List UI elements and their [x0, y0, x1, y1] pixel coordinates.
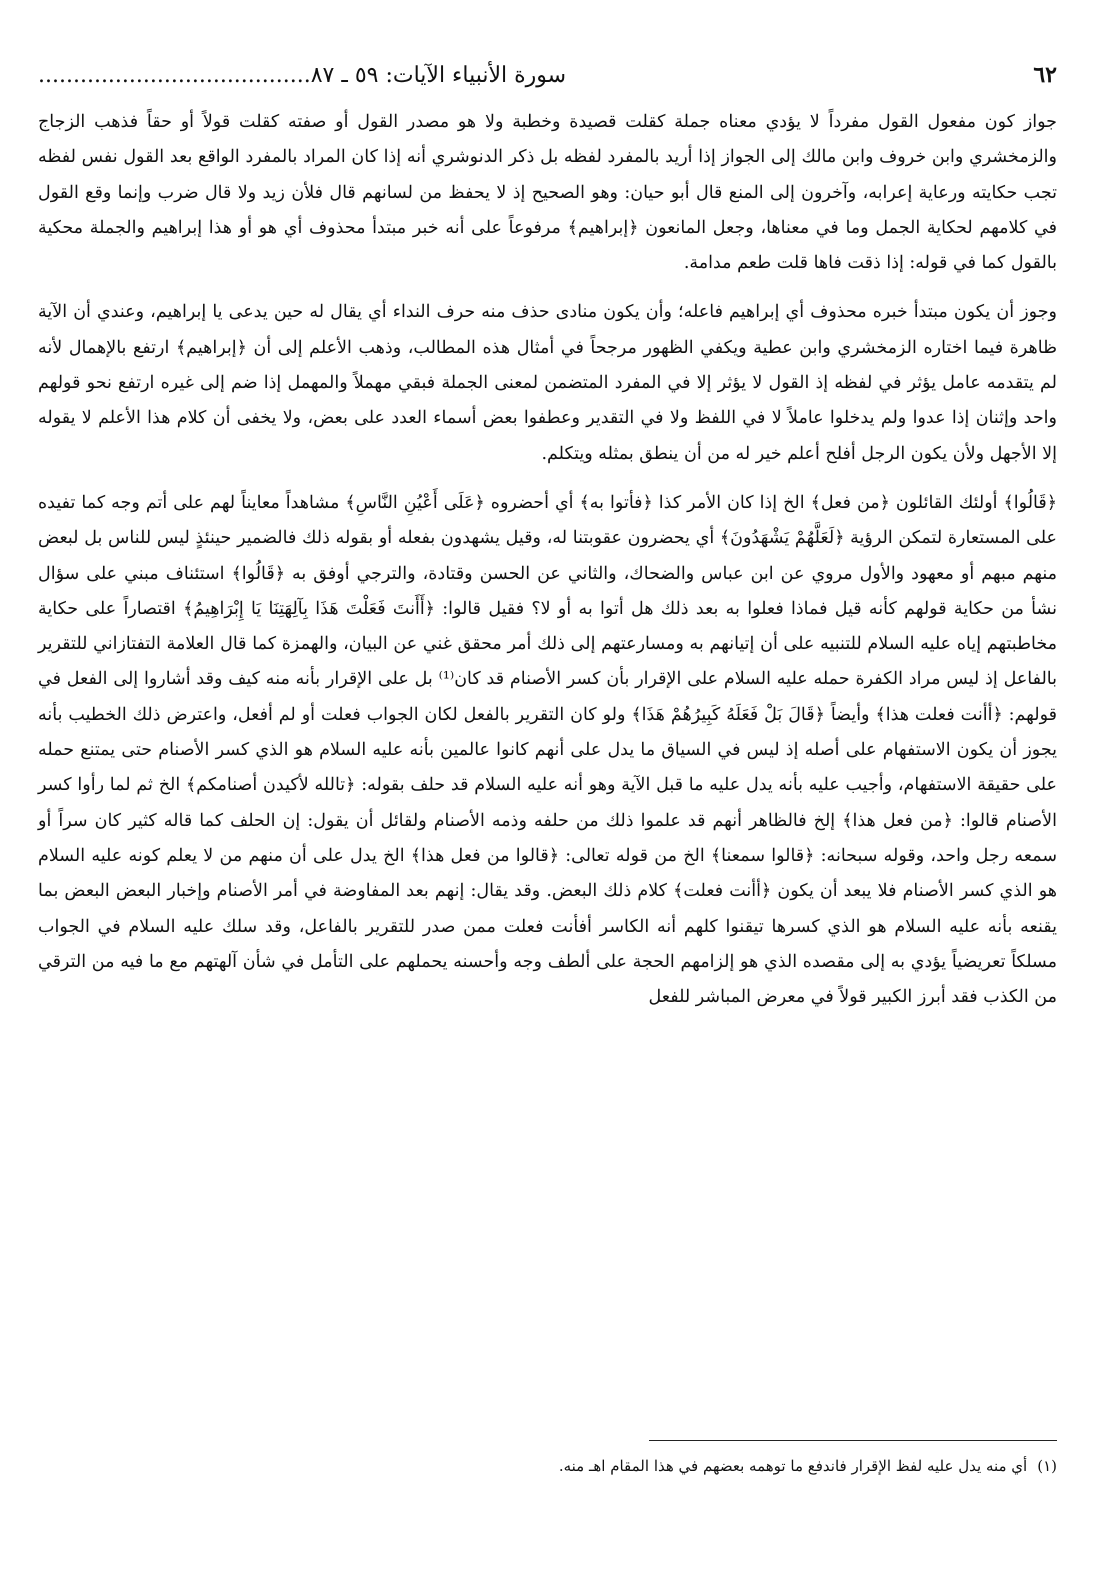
footnote-text: أي منه يدل عليه لفظ الإقرار فاندفع ما توهمه بعضهم في هذا المقام اهـ منه. [558, 1457, 1028, 1475]
running-title: سورة الأنبياء الآيات: ٥٩ ـ ٨٧ [310, 63, 567, 88]
body-text [38, 105, 1057, 1015]
footnote [38, 1452, 1057, 1480]
header-dots: ....................................... [38, 63, 311, 88]
footnote-mark: (١) [1037, 1457, 1057, 1475]
paragraph-3: ﴿قَالُوا﴾ أولئك القائلون ﴿من فعل﴾ الخ إذا كان الأمر كذا ﴿فأتوا به﴾ أي أحضروه ﴿عَلَى أَعْيُنِ النَّاسِ﴾ مشاهداً معايناً لهم على أتم وجه كما تفيده على المستعارة لتمكن الرؤية ﴿لَعَلَّهُمْ يَشْهَدُونَ﴾ أي يحضرون عقوبتنا له، وقيل يشهدون بفعله أو بقوله ذلك فالضمير حينئذٍ ليس للناس بل لبعض منهم مبهم أو معهود والأول مروي عن ابن عباس والضحاك، والثاني عن الحسن وقتادة، والترجي أوفق به ﴿قَالُوا﴾ استئناف مبني على سؤال نشأ من حكاية قولهم كأنه قيل فماذا فعلوا به بعد ذلك هل أتوا به أو لا؟ فقيل قالوا: ﴿أَأَنتَ فَعَلْتَ هَذَا بِآلِهَتِنَا يَا إِبْرَاهِيمُ﴾ اقتصاراً على حكاية مخاطبتهم إياه عليه السلام للتنبيه على أن إتيانهم به ومسارعتهم إلى ذلك أمر محقق غني عن البيان، والهمزة كما قال العلامة التفتازاني للتقرير بالفاعل إذ ليس مراد الكفرة حمله عليه السلام على الإقرار بأن كسر الأصنام قد كان⁽¹⁾ بل على الإقرار بأنه منه كيف وقد أشاروا إلى الفعل في قولهم: ﴿أأنت فعلت هذا﴾ وأيضاً ﴿قَالَ بَلْ فَعَلَهُ كَبِيرُهُمْ هَذَا﴾ ولو كان التقرير بالفعل لكان الجواب فعلت أو لم أفعل، واعترض ذلك الخطيب بأنه يجوز أن يكون الاستفهام على أصله إذ ليس في السياق ما يدل على أنهم كانوا عالمين بأنه عليه السلام هو الذي كسر الأصنام حتى يمتنع حمله على حقيقة الاستفهام، وأجيب عليه بأنه يدل عليه ما قبل الآية وهو أنه عليه السلام قد حلف بقوله: ﴿تالله لأكيدن أصنامكم﴾ الخ ثم لما رأوا كسر الأصنام قالوا: ﴿من فعل هذا﴾ إلخ فالظاهر أنهم قد علموا ذلك من حلفه وذمه الأصنام ولقائل أن يقول: إن الحلف كما قاله كثير كان سراً أو سمعه رجل واحد، وقوله سبحانه: ﴿قالوا سمعنا﴾ الخ من قوله تعالى: ﴿قالوا من فعل هذا﴾ الخ يدل على أن منهم من لا يعلم كونه عليه السلام هو الذي كسر الأصنام فلا يبعد أن يكون ﴿أأنت فعلت﴾ كلام ذلك البعض. وقد يقال: إنهم بعد المفاوضة في أمر الأصنام وإخبار البعض البعض بما يقنعه بأنه عليه السلام هو الذي كسرها تيقنوا كلهم أنه الكاسر أفأنت فعلت ممن صدر للتقرير بالفاعل، وقد سلك عليه السلام في الجواب مسلكاً تعريضياً يؤدي به إلى مقصده الذي هو إلزامهم الحجة على ألطف وجه وأحسنه يحملهم على التأمل في شأن آلهتهم مع ما فيه من الترقي من الكذب فقد أبرز الكبير قولاً في معرض المباشر للفعل [38, 492, 1057, 1008]
paragraph-2: وجوز أن يكون مبتدأ خبره محذوف أي إبراهيم فاعله؛ وأن يكون منادى حذف منه حرف النداء أي يقال له حين يدعى يا إبراهيم، وعندي أن الآية ظاهرة فيما اختاره الزمخشري وابن عطية ويكفي الظهور مرجحاً في أمثال هذه المطالب، وذهب الأعلم إلى أن ﴿إبراهيم﴾ ارتفع بالإهمال لأنه لم يتقدمه عامل يؤثر في لفظه إذ القول لا يؤثر إلا في المفرد المتضمن لمعنى الجملة فبقي مهملاً والمهمل إذا ضم إلى غيره ارتفع نحو قولهم واحد وإثنان إذا عدوا ولم يدخلوا عاملاً لا في اللفظ ولا في التقدير وعطفوا بعض أسماء العدد على بعض، ولا يخفى أن كلام هذا الأعلم لا يقوله إلا الأجهل ولأن يكون الرجل أفلح أعلم خير له من أن ينطق بمثله ويتكلم. [38, 302, 1057, 464]
page-number: ٦٢ [1033, 62, 1057, 88]
page-header [38, 60, 1057, 91]
paragraph-1: جواز كون مفعول القول مفرداً لا يؤدي معناه جملة كقلت قصيدة وخطبة ولا هو مصدر القول أو صفته كقلت قولاً أو حقاً فذهب الزجاج والزمخشري وابن خروف وابن مالك إلى الجواز إذا أريد بالمفرد لفظه بل ذكر الدنوشري أنه إذا كان المراد بالمفرد الواقع بعد القول نفس لفظه تجب حكايته ورعاية إعرابه، وآخرون إلى المنع قال أبو حيان: وهو الصحيح إذ لا يحفظ من لسانهم قال فلأن زيد ولا قال ضرب وإنما وقع القول في كلامهم لحكاية الجمل وما في معناها، وجعل المانعون ﴿إبراهيم﴾ مرفوعاً على أنه خبر مبتدأ محذوف أي هو أو هذا إبراهيم والجملة محكية بالقول كما في قوله: إذا ذقت فاها قلت طعم مدامة. [38, 112, 1057, 274]
footnote-divider [649, 1440, 1057, 1441]
running-title-wrap [38, 61, 566, 91]
